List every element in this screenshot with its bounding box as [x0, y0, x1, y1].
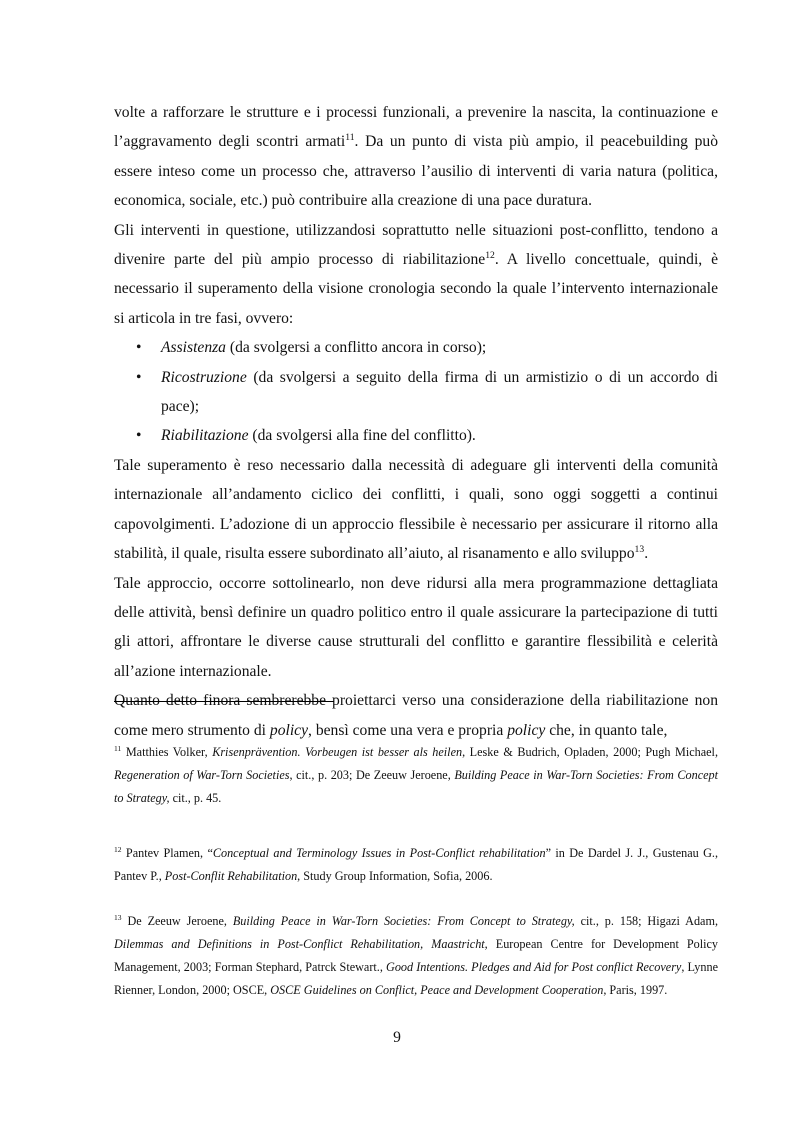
- footnote-title: OSCE Guidelines on Conflict, Peace and Development Cooperation: [270, 983, 604, 997]
- footnote-text: De Zeeuw Jeroene,: [121, 914, 233, 928]
- footnote-ref-12[interactable]: 12: [485, 249, 495, 261]
- footnote-title: Building Peace in War-Torn Societies: From Concept to Strategy,: [114, 768, 718, 805]
- footnote-text: , Study Group Information, Sofia, 2006.: [297, 869, 493, 883]
- paragraph-4: Tale approccio, occorre sottolinearlo, non deve ridursi alla mera programmazione dettagliata delle attività, bensì definire un quadro politico entro il quale assicurare la partecipazione di tutti gli attori, affrontare le diverse cause strutturali del conflitto e garantire flessibilità e celerità all’azione internazionale.: [114, 574, 718, 680]
- footnote-12: [114, 842, 718, 888]
- footnote-text: ” in De Dardel J. J., Gustenau G., Pantev P.,: [114, 846, 719, 883]
- paragraph-5-text-a: Quanto detto finora sembrerebbe proiettarci verso una considerazione della riabilitazione non come mero strumento di: [114, 692, 718, 739]
- footnote-ref-11[interactable]: 11: [345, 132, 355, 144]
- footnote-11: [114, 741, 718, 810]
- footnote-text: , Paris, 1997.: [603, 983, 668, 997]
- footnote-text: European Centre for Development Policy Management, 2003; Forman Stephard, Patrck Stewart.,: [114, 937, 718, 974]
- list-item-text: (da svolgersi alla fine del conflitto).: [248, 427, 476, 445]
- footnote-title: Building Peace in War-Torn Societies: From Concept to Strategy,: [232, 914, 575, 928]
- paragraph-5: [114, 686, 718, 745]
- footnote-number: 13: [114, 912, 122, 922]
- footnote-text: cit., p. 158; Higazi Adam,: [574, 914, 718, 928]
- footnote-text: , Lynne Rienner, London, 2000; OSCE,: [114, 960, 718, 997]
- list-item-term: Riabilitazione: [161, 427, 249, 445]
- footnote-title: Good Intentions. Pledges and Aid for Post conflict Recovery: [386, 960, 682, 974]
- paragraph-2-text-a: Gli interventi in questione, utilizzandosi soprattutto nelle situazioni post-conflitto, tendono a divenire parte del più ampio processo di riabilitazione: [114, 221, 718, 269]
- footnote-separator: [114, 701, 334, 702]
- footnote-number: 11: [114, 743, 122, 753]
- main-text: [114, 98, 718, 745]
- paragraph-5-italic-2: policy: [507, 721, 546, 739]
- paragraph-5-text-b: , bensì come una vera e propria: [308, 721, 508, 739]
- list-item: [114, 333, 718, 362]
- bullet-icon: •: [136, 368, 142, 386]
- list-item: [114, 421, 718, 450]
- bullet-icon: •: [136, 339, 142, 357]
- list-item: [114, 363, 718, 422]
- paragraph-3-text-a: Tale superamento è reso necessario dalla necessità di adeguare gli interventi della comunità internazionale all’andamento ciclico dei conflitti, i quali, sono oggi soggetti a continui capovolgimenti. L’adozione di un approccio flessibile è necessario per assicurare il ritorno alla stabilità, il quale, risulta essere subordinato all’aiuto, al risanamento e allo sviluppo: [114, 456, 718, 563]
- list-item-text: (da svolgersi a conflitto ancora in corso);: [225, 339, 487, 357]
- list-item-text: (da svolgersi a seguito della firma di un armistizio o di un accordo di pace);: [161, 368, 718, 416]
- footnote-number: 12: [114, 844, 122, 854]
- footnote-title: Dilemmas and Definitions in Post-Conflict Rehabilitation, Maastricht,: [114, 937, 488, 951]
- footnote-title: Conceptual and Terminology Issues in Post-Conflict rehabilitation: [212, 846, 546, 860]
- bullet-icon: •: [136, 427, 142, 445]
- list-item-term: Assistenza: [161, 339, 226, 357]
- footnote-title: Krisenprävention. Vorbeugen ist besser als heilen: [212, 745, 463, 759]
- footnote-title: Regeneration of War-Torn Societies: [114, 768, 290, 782]
- footnote-text: , cit., p. 203; De Zeeuw Jeroene,: [289, 768, 455, 782]
- page-number: 9: [393, 1029, 401, 1046]
- paragraph-1: [114, 98, 718, 216]
- footnote-text: Pantev Plamen, “: [121, 846, 213, 860]
- footnote-text: , Leske & Budrich, Opladen, 2000; Pugh Michael,: [462, 745, 718, 759]
- paragraph-1-text-b: . Da un punto di vista più ampio, il peacebuilding può essere inteso come un processo che, attraverso l’ausilio di interventi di varia natura (politica, economica, sociale, etc.) può contribuire alla creazione di una pace duratura.: [114, 133, 718, 210]
- paragraph-3: [114, 451, 718, 569]
- paragraph-5-italic-1: policy: [269, 721, 309, 739]
- paragraph-2: [114, 216, 718, 334]
- paragraph-2-text-b: . A livello concettuale, quindi, è necessario il superamento della visione cronologia secondo la quale l’intervento internazionale si articola in tre fasi, ovvero:: [114, 251, 718, 327]
- footnote-text: Matthies Volker,: [121, 745, 213, 759]
- paragraph-3-text-b: .: [644, 545, 649, 563]
- paragraph-5-text-c: che, in quanto tale,: [545, 721, 668, 739]
- footnote-ref-13[interactable]: 13: [634, 543, 645, 555]
- footnote-13: [114, 910, 718, 1002]
- list-item-term: Ricostruzione: [161, 368, 247, 386]
- paragraph-1-text-a: volte a rafforzare le strutture e i processi funzionali, a prevenire la nascita, la continuazione e l’aggravamento degli scontri armati: [114, 104, 718, 151]
- footnote-text: cit., p. 45.: [169, 791, 222, 805]
- phases-list: [114, 333, 718, 451]
- footnote-title: Post-Conflit Rehabilitation: [164, 869, 298, 883]
